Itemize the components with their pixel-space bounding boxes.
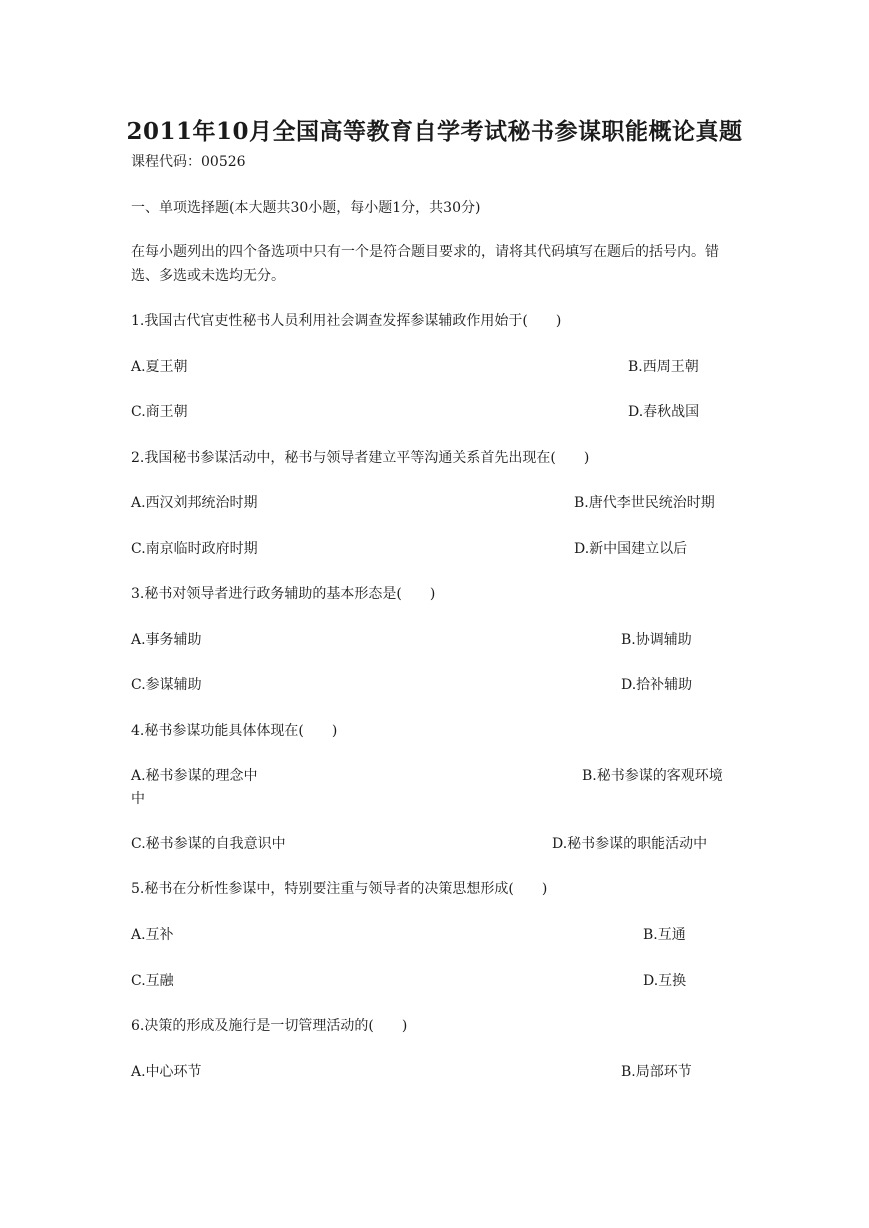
- option-c: C.秘书参谋的自我意识中: [131, 836, 286, 852]
- question-stem: 6.决策的形成及施行是一切管理活动的( ): [131, 1018, 408, 1034]
- option-a: A.西汉刘邦统治时期: [131, 495, 258, 511]
- question-stem: 2.我国秘书参谋活动中，秘书与领导者建立平等沟通关系首先出现在( ): [131, 450, 590, 466]
- instructions: 在每小题列出的四个备选项中只有一个是符合题目要求的，请将其代码填写在题后的括号内。错选、多选或未选均无分。: [131, 244, 719, 284]
- option-b-continuation: 中: [131, 791, 145, 807]
- option-b: B.互通: [643, 927, 686, 943]
- section-heading: 一、单项选择题(本大题共30小题，每小题1分，共30分): [131, 200, 481, 216]
- course-code: 课程代码：00526: [131, 154, 246, 170]
- option-a: A.事务辅助: [131, 632, 202, 648]
- option-b: B.协调辅助: [621, 632, 692, 648]
- option-a: A.夏王朝: [131, 359, 188, 375]
- option-d: D.新中国建立以后: [574, 541, 688, 557]
- option-c: C.商王朝: [131, 404, 188, 420]
- option-c: C.南京临时政府时期: [131, 541, 258, 557]
- option-a: A.中心环节: [131, 1064, 202, 1080]
- option-a: A.互补: [131, 927, 174, 943]
- option-b: B.秘书参谋的客观环境: [582, 768, 723, 784]
- option-d: D.拾补辅助: [621, 677, 693, 693]
- question-stem: 3.秘书对领导者进行政务辅助的基本形态是( ): [131, 586, 436, 602]
- question-stem: 4.秘书参谋功能具体体现在( ): [131, 723, 338, 739]
- page-title: 2011年10月全国高等教育自学考试秘书参谋职能概论真题: [126, 118, 743, 145]
- option-d: D.秘书参谋的职能活动中: [552, 836, 708, 852]
- option-b: B.西周王朝: [628, 359, 699, 375]
- option-b: B.局部环节: [621, 1064, 692, 1080]
- question-stem: 5.秘书在分析性参谋中，特别要注重与领导者的决策思想形成( ): [131, 881, 548, 897]
- question-stem: 1.我国古代官吏性秘书人员利用社会调查发挥参谋辅政作用始于( ): [131, 313, 562, 329]
- option-d: D.互换: [643, 973, 687, 989]
- option-d: D.春秋战国: [628, 404, 700, 420]
- option-b: B.唐代李世民统治时期: [574, 495, 715, 511]
- option-a: A.秘书参谋的理念中: [131, 768, 258, 784]
- option-c: C.参谋辅助: [131, 677, 202, 693]
- option-c: C.互融: [131, 973, 174, 989]
